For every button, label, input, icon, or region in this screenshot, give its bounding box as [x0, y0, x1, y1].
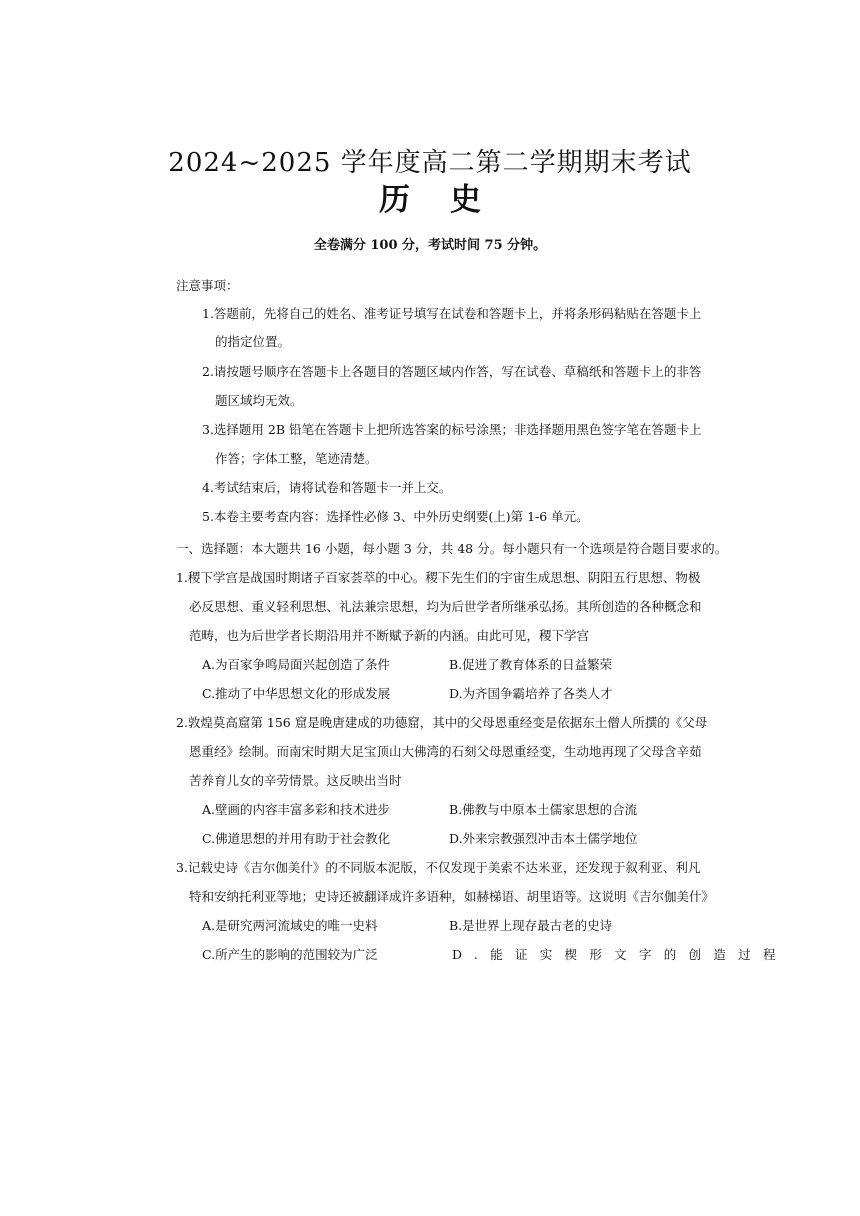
notice-item-1-cont: 的指定位置。	[215, 334, 291, 349]
notice-item-1: 1.答题前，先将自己的姓名、准考证号填写在试卷和答题卡上，并将条形码粘贴在答题卡上	[202, 306, 702, 321]
subject-title: 历史	[379, 182, 521, 218]
question-3-option-c: C.所产生的影响的范围较为广泛	[202, 947, 378, 962]
notice-item-5: 5.本卷主要考查内容：选择性必修 3、中外历史纲要(上)第 1-6 单元。	[202, 509, 589, 524]
notice-item-2-cont: 题区域均无效。	[215, 393, 303, 408]
question-2-stem: 2.敦煌莫高窟第 156 窟是晚唐建成的功德窟，其中的父母恩重经变是依据东土僧人所撰的《父母	[176, 715, 708, 730]
question-1-option-d: D.为齐国争霸培养了各类人才	[449, 686, 613, 701]
question-1-option-b: B.促进了教育体系的日益繁荣	[449, 657, 613, 672]
exam-info: 全卷满分 100 分，考试时间 75 分钟。	[313, 238, 547, 253]
question-1-stem: 范畴，也为后世学者长期沿用并不断赋予新的内涵。由此可见，稷下学宫	[189, 628, 590, 643]
exam-title: 2024~2025 学年度高二第二学期期末考试	[168, 148, 692, 178]
notice-heading: 注意事项：	[176, 278, 239, 293]
notice-item-2: 2.请按题号顺序在答题卡上各题目的答题区域内作答，写在试卷、草稿纸和答题卡上的非答	[202, 364, 702, 379]
notice-item-4: 4.考试结束后，请将试卷和答题卡一并上交。	[202, 480, 452, 495]
question-3-stem: 特和安纳托利亚等地；史诗还被翻译成许多语种，如赫梯语、胡里语等。这说明《吉尔伽美什》	[189, 889, 715, 904]
question-2-option-d: D.外来宗教强烈冲击本土儒学地位	[449, 831, 638, 846]
question-2-option-a: A.壁画的内容丰富多彩和技术进步	[202, 802, 391, 817]
question-2-stem: 苦养育儿女的辛劳情景。这反映出当时	[189, 773, 402, 788]
notice-item-3-cont: 作答；字体工整，笔迹清楚。	[215, 451, 378, 466]
question-3-option-a: A.是研究两河流域史的唯一史料	[202, 918, 378, 933]
notice-item-3: 3.选择题用 2B 铅笔在答题卡上把所选答案的标号涂黑；非选择题用黑色签字笔在答题卡上	[202, 422, 702, 437]
question-1-stem: 1.稷下学宫是战国时期诸子百家荟萃的中心。稷下先生们的宇宙生成思想、阴阳五行思想、物极	[176, 570, 701, 585]
question-2-option-c: C.佛道思想的并用有助于社会教化	[202, 831, 391, 846]
question-3-option-d: D.能证实楔形文字的创造过程	[452, 947, 788, 962]
question-2-option-b: B.佛教与中原本土儒家思想的合流	[449, 802, 638, 817]
question-3-stem: 3.记载史诗《吉尔伽美什》的不同版本泥版，不仅发现于美索不达米亚，还发现于叙利亚、利凡	[176, 860, 701, 875]
section-heading: 一、选择题：本大题共 16 小题，每小题 3 分，共 48 分。每小题只有一个选项是符合题目要求的。	[176, 541, 728, 556]
question-3-option-b: B.是世界上现存最古老的史诗	[449, 918, 613, 933]
question-2-stem: 恩重经》绘制。而南宋时期大足宝顶山大佛湾的石刻父母恩重经变，生动地再现了父母含辛茹	[189, 744, 702, 759]
question-1-option-a: A.为百家争鸣局面兴起创造了条件	[202, 657, 391, 672]
question-1-stem: 必反思想、重义轻利思想、礼法兼宗思想，均为后世学者所继承弘扬。其所创造的各种概念和	[189, 599, 702, 614]
question-1-option-c: C.推动了中华思想文化的形成发展	[202, 686, 391, 701]
